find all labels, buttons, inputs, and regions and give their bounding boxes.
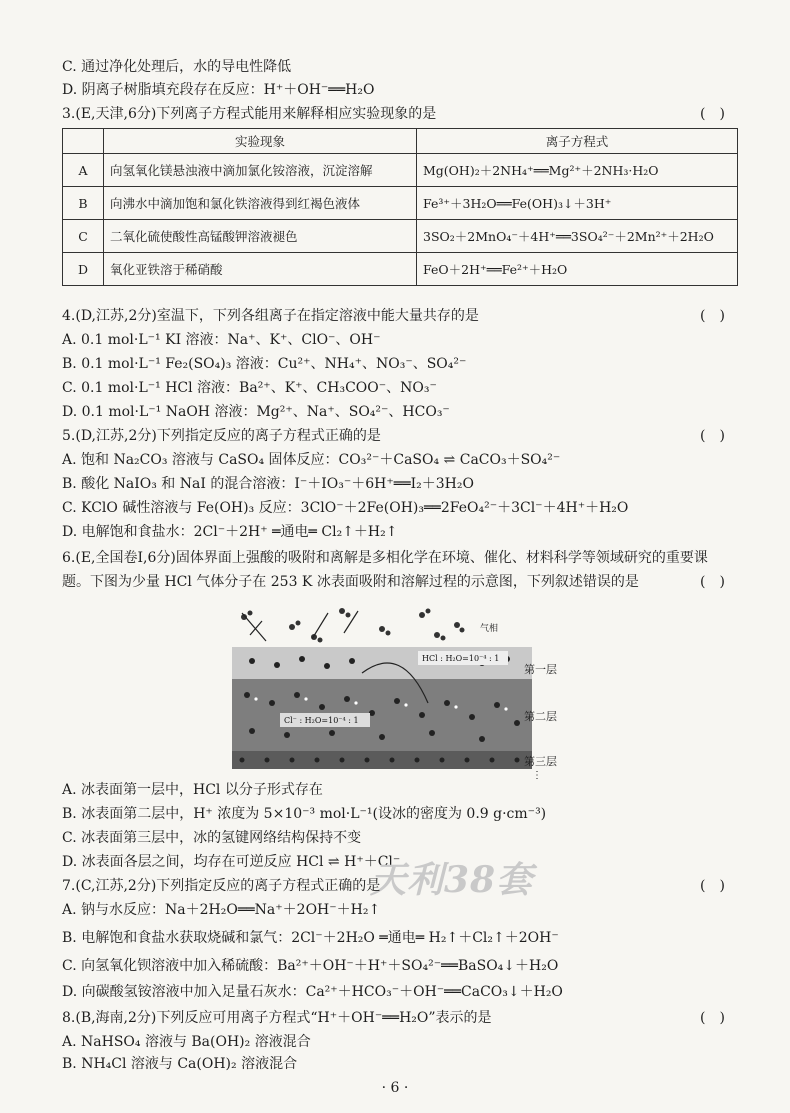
q3-table xyxy=(62,128,738,286)
q7-option-a: A. 钠与水反应：Na＋2H₂O══Na⁺＋2OH⁻＋H₂↑ xyxy=(62,902,381,918)
q2-option-c: C. 通过净化处理后，水的导电性降低 xyxy=(62,59,292,75)
q5-option-c: C. KClO 碱性溶液与 Fe(OH)₃ 反应：3ClO⁻＋2Fe(OH)₃══2FeO₄²⁻＋3Cl⁻＋4H⁺＋H₂O xyxy=(62,500,629,516)
q6-stem-line2: 题。下图为少量 HCl 气体分子在 253 K 冰表面吸附和溶解过程的示意图，下列叙述错误的是 xyxy=(62,574,639,590)
row-option: A xyxy=(63,154,104,187)
q8-option-a: A. NaHSO₄ 溶液与 Ba(OH)₂ 溶液混合 xyxy=(62,1034,311,1050)
layer2-label: 第二层 xyxy=(524,710,557,723)
q6-option-a: A. 冰表面第一层中，HCl 以分子形式存在 xyxy=(62,782,323,798)
q4-option-b: B. 0.1 mol·L⁻¹ Fe₂(SO₄)₃ 溶液：Cu²⁺、NH₄⁺、NO₃⁻、SO₄²⁻ xyxy=(62,356,467,372)
row-phenomenon: 向沸水中滴加饱和氯化铁溶液得到红褐色液体 xyxy=(104,187,417,220)
table-header-blank xyxy=(63,129,104,154)
q4-option-d: D. 0.1 mol·L⁻¹ NaOH 溶液：Mg²⁺、Na⁺、SO₄²⁻、HCO₃⁻ xyxy=(62,404,450,420)
table-header-phenomenon: 实验现象 xyxy=(104,129,417,154)
q5-answer-bracket: ( ) xyxy=(700,428,725,444)
q2-option-d: D. 阴离子树脂填充段存在反应：H⁺＋OH⁻══H₂O xyxy=(62,82,375,98)
q3-stem: 3.(E,天津,6分)下列离子方程式能用来解释相应实验现象的是 xyxy=(62,106,437,122)
q6-option-b: B. 冰表面第二层中，H⁺ 浓度为 5×10⁻³ mol·L⁻¹(设冰的密度为 0.9 g·cm⁻³) xyxy=(62,806,547,822)
q4-stem: 4.(D,江苏,2分)室温下，下列各组离子在指定溶液中能大量共存的是 xyxy=(62,308,479,324)
q7-answer-bracket: ( ) xyxy=(700,878,725,894)
ice-surface-figure xyxy=(232,603,552,775)
q4-option-a: A. 0.1 mol·L⁻¹ KI 溶液：Na⁺、K⁺、ClO⁻、OH⁻ xyxy=(62,332,381,348)
q6-option-d: D. 冰表面各层之间，均存在可逆反应 HCl ⇌ H⁺＋Cl⁻ xyxy=(62,854,401,870)
row-phenomenon: 氧化亚铁溶于稀硝酸 xyxy=(104,253,417,286)
table-row xyxy=(63,220,738,253)
q8-option-b: B. NH₄Cl 溶液与 Ca(OH)₂ 溶液混合 xyxy=(62,1056,298,1072)
row-option: D xyxy=(63,253,104,286)
table-header-equation: 离子方程式 xyxy=(417,129,738,154)
layer-3-band xyxy=(232,751,532,769)
q5-option-a: A. 饱和 Na₂CO₃ 溶液与 CaSO₄ 固体反应：CO₃²⁻＋CaSO₄ ⇌ CaCO₃＋SO₄²⁻ xyxy=(62,452,561,468)
row-equation: 3SO₂＋2MnO₄⁻＋4H⁺══3SO₄²⁻＋2Mn²⁺＋2H₂O xyxy=(417,220,738,253)
table-row xyxy=(63,253,738,286)
publisher-watermark: 天利38套 xyxy=(370,859,534,901)
q7-option-c: C. 向氢氧化钡溶液中加入稀硫酸：Ba²⁺＋OH⁻＋H⁺＋SO₄²⁻══BaSO₄↓＋H₂O xyxy=(62,958,559,974)
q7-stem: 7.(C,江苏,2分)下列指定反应的离子方程式正确的是 xyxy=(62,878,381,894)
table-header-row xyxy=(63,129,738,154)
table-row xyxy=(63,187,738,220)
q4-answer-bracket: ( ) xyxy=(700,308,725,324)
ratio1-label: HCl : H₂O=10⁻⁴ : 1 xyxy=(422,654,500,663)
q7-option-b: B. 电解饱和食盐水获取烧碱和氯气：2Cl⁻＋2H₂O ═通电═ H₂↑＋Cl₂↑＋2OH⁻ xyxy=(62,930,559,946)
row-option: C xyxy=(63,220,104,253)
q5-option-d: D. 电解饱和食盐水：2Cl⁻＋2H⁺ ═通电═ Cl₂↑＋H₂↑ xyxy=(62,524,398,540)
row-equation: FeO＋2H⁺══Fe²⁺＋H₂O xyxy=(417,253,738,286)
q6-answer-bracket: ( ) xyxy=(700,574,725,590)
gas-phase-molecules xyxy=(241,608,465,643)
row-option: B xyxy=(63,187,104,220)
layer-continue-dots: ⋮ xyxy=(532,770,542,781)
row-equation: Mg(OH)₂＋2NH₄⁺══Mg²⁺＋2NH₃·H₂O xyxy=(417,154,738,187)
q4-option-c: C. 0.1 mol·L⁻¹ HCl 溶液：Ba²⁺、K⁺、CH₃COO⁻、NO₃⁻ xyxy=(62,380,437,396)
q3-answer-bracket: ( ) xyxy=(700,106,725,122)
row-equation: Fe³⁺＋3H₂O══Fe(OH)₃↓＋3H⁺ xyxy=(417,187,738,220)
q5-option-b: B. 酸化 NaIO₃ 和 NaI 的混合溶液：I⁻＋IO₃⁻＋6H⁺══I₂＋3H₂O xyxy=(62,476,474,492)
q6-stem-line1: 6.(E,全国卷Ⅰ,6分)固体界面上强酸的吸附和离解是多相化学在环境、催化、材料科学等领域研究的重要课 xyxy=(62,550,708,566)
q5-stem: 5.(D,江苏,2分)下列指定反应的离子方程式正确的是 xyxy=(62,428,381,444)
q6-option-c: C. 冰表面第三层中，冰的氢键网络结构保持不变 xyxy=(62,830,362,846)
ratio2-label: Cl⁻ : H₂O=10⁻⁴ : 1 xyxy=(284,716,359,725)
q8-stem: 8.(B,海南,2分)下列反应可用离子方程式“H⁺＋OH⁻══H₂O”表示的是 xyxy=(62,1010,492,1026)
gas-arrows xyxy=(242,611,358,641)
table-row xyxy=(63,154,738,187)
layer3-label: 第三层 xyxy=(524,755,557,768)
q8-answer-bracket: ( ) xyxy=(700,1010,725,1026)
row-phenomenon: 向氢氧化镁悬浊液中滴加氯化铵溶液，沉淀溶解 xyxy=(104,154,417,187)
layer1-label: 第一层 xyxy=(524,663,557,676)
gas-phase-label: 气相 xyxy=(480,624,499,634)
row-phenomenon: 二氧化硫使酸性高锰酸钾溶液褪色 xyxy=(104,220,417,253)
layer-2-band xyxy=(232,679,532,751)
page-number: · 6 · xyxy=(381,1080,409,1096)
q7-option-d: D. 向碳酸氢铵溶液中加入足量石灰水：Ca²⁺＋HCO₃⁻＋OH⁻══CaCO₃↓＋H₂O xyxy=(62,984,563,1000)
